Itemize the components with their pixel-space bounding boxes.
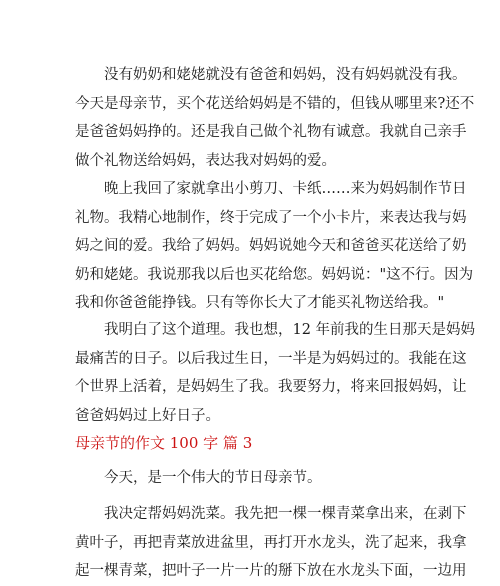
paragraph-line: 今天，是一个伟大的节日母亲节。 xyxy=(104,470,322,486)
paragraph-line: 最痛苦的日子。以后我过生日，一半是为妈妈过的。我能在这 xyxy=(75,350,467,367)
paragraph-line: 礼物。我精心地制作，终于完成了一个小卡片，来表达我与妈 xyxy=(75,209,467,226)
paragraph-5 xyxy=(75,500,467,586)
paragraph-line: 今天是母亲节，买个花送给妈妈是不错的，但钱从哪里来?还不 xyxy=(75,95,475,112)
paragraph-3 xyxy=(75,316,476,430)
paragraph-line: 做个礼物送给妈妈，表达我对妈妈的爱。 xyxy=(75,152,336,169)
section-heading: 母亲节的作文 100 字 篇 3 xyxy=(75,434,253,452)
paragraph-line: 起一棵青菜，把叶子一片一片的掰下放在水龙头下面，一边用 xyxy=(75,563,467,579)
paragraph-line: 妈之间的爱。我给了妈妈。妈妈说她今天和爸爸买花送给了奶 xyxy=(75,238,467,254)
paragraph-1 xyxy=(75,61,475,175)
paragraph-line: 奶和姥姥。我说那我以后也买花给您。妈妈说："这不行。因为 xyxy=(75,266,474,283)
paragraph-line: 我明白了这个道理。我也想，12 年前我的生日那天是妈妈 xyxy=(104,322,476,338)
paragraph-line: 爸爸妈妈过上好日子。 xyxy=(75,407,220,424)
paragraph-2 xyxy=(75,175,474,318)
paragraph-line: 是爸爸妈妈挣的。还是我自己做个礼物有诚意。我就自己亲手 xyxy=(75,124,467,140)
paragraph-4 xyxy=(75,464,427,493)
paragraph-line: 我决定帮妈妈洗菜。我先把一棵一棵青菜拿出来，在剥下 xyxy=(104,506,467,522)
paragraph-line: 晚上我回了家就拿出小剪刀、卡纸……来为妈妈制作节日 xyxy=(104,181,467,197)
paragraph-line: 个世界上活着，是妈妈生了我。我要努力，将来回报妈妈，让 xyxy=(75,379,467,395)
paragraph-line: 没有奶奶和姥姥就没有爸爸和妈妈，没有妈妈就没有我。 xyxy=(104,67,467,83)
paragraph-line: 我和你爸爸能挣钱。只有等你长大了才能买礼物送给我。" xyxy=(75,295,445,311)
paragraph-line: 黄叶子，再把青菜放进盆里，再打开水龙头，洗了起来，我拿 xyxy=(75,534,467,551)
